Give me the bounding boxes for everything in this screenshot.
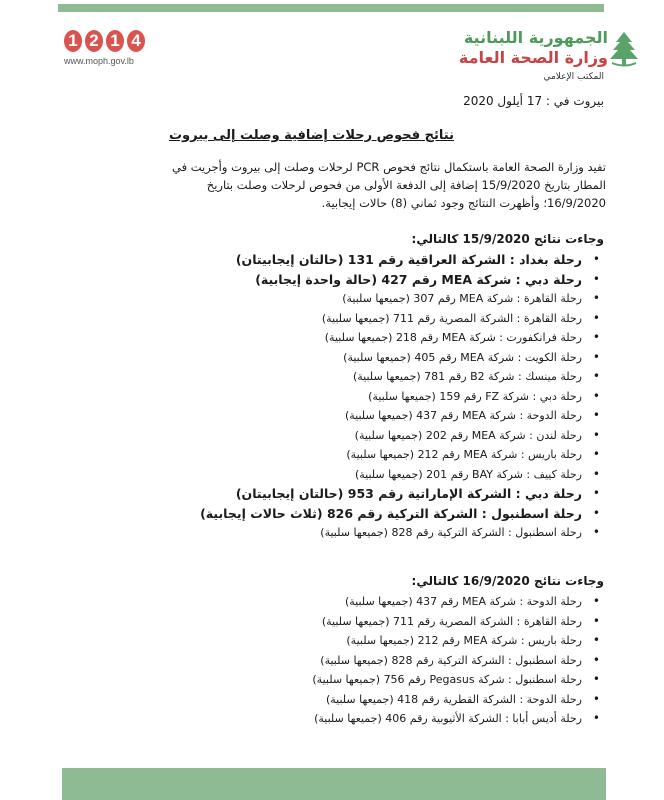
hotline-digit: 2 [85, 30, 103, 52]
flight-result-item: • رحلة اسطنبول : شركة Pegasus رقم 756 (جميعها سلبية) [312, 670, 604, 690]
flight-result-item: • رحلة اسطنبول : الشركة التركية رقم 828 (جميعها سلبية) [200, 523, 604, 543]
page-title: نتائج فحوص رحلات إضافية وصلت إلى بيروت [168, 128, 454, 143]
date-line: بيروت في : 17 أيلول 2020 [463, 94, 604, 108]
gov-name: الجمهورية اللبنانية [463, 28, 608, 47]
top-decorative-bar [58, 4, 604, 12]
flight-result-item: • رحلة دبي : شركة FZ رقم 159 (جميعها سلبية) [200, 387, 604, 407]
hotline-digit: 1 [106, 30, 124, 52]
hotline-digit: 4 [127, 30, 145, 52]
flight-result-item: • رحلة كييف : شركة BAY رقم 201 (جميعها سلبية) [200, 465, 604, 485]
flight-result-item: • رحلة أديس أبابا : الشركة الأثيوبية رقم 406 (جميعها سلبية) [312, 709, 604, 729]
intro-line: المطار بتاريخ 15/9/2020 إضافة إلى الدفعة الأولى من فحوص لرحلات وصلت بتاريخ [206, 178, 606, 192]
flight-result-item: • رحلة دبي : شركة MEA رقم 427 (حالة واحدة إيجابية) [200, 270, 604, 290]
bottom-decorative-bar [62, 768, 606, 800]
flight-result-item: • رحلة اسطنبول : الشركة التركية رقم 826 (ثلاث حالات إيجابية) [200, 504, 604, 524]
intro-line: 16/9/2020؛ وأظهرت النتائج وجود ثماني (8) حالات إيجابية. [321, 196, 606, 210]
flight-result-item: • رحلة باريس : شركة MEA رقم 212 (جميعها سلبية) [312, 631, 604, 651]
intro-line: تفيد وزارة الصحة العامة باستكمال نتائج فحوص PCR لرحلات وصلت إلى بيروت وأجريت في [171, 160, 606, 174]
site-url: www.moph.gov.lb [64, 56, 134, 66]
hotline-digit: 1 [64, 30, 82, 52]
section-2-flight-list [312, 592, 604, 729]
flight-result-item: • رحلة اسطنبول : الشركة التركية رقم 828 (جميعها سلبية) [312, 651, 604, 671]
flight-result-item: • رحلة فرانكفورت : شركة MEA رقم 218 (جميعها سلبية) [200, 328, 604, 348]
section-1-title: وجاءت نتائج 15/9/2020 كالتالي: [411, 232, 604, 246]
cedar-icon [606, 30, 642, 68]
section-1-flight-list [200, 250, 604, 543]
flight-result-item: • رحلة الدوحة : شركة MEA رقم 437 (جميعها سلبية) [312, 592, 604, 612]
flight-result-item: • رحلة باريس : شركة MEA رقم 212 (جميعها سلبية) [200, 445, 604, 465]
flight-result-item: • رحلة لندن : شركة MEA رقم 202 (جميعها سلبية) [200, 426, 604, 446]
hotline-number [64, 30, 145, 52]
flight-result-item: • رحلة الدوحة : الشركة القطرية رقم 418 (جميعها سلبية) [312, 690, 604, 710]
flight-result-item: • رحلة القاهرة : شركة MEA رقم 307 (جميعها سلبية) [200, 289, 604, 309]
section-2-title: وجاءت نتائج 16/9/2020 كالتالي: [411, 574, 604, 588]
intro-paragraph [116, 158, 606, 212]
flight-result-item: • رحلة الدوحة : شركة MEA رقم 437 (جميعها سلبية) [200, 406, 604, 426]
flight-result-item: • رحلة مينسك : شركة B2 رقم 781 (جميعها سلبية) [200, 367, 604, 387]
press-office-label: المكتب الإعلامي [543, 72, 604, 82]
flight-result-item: • رحلة القاهرة : الشركة المصرية رقم 711 (جميعها سلبية) [200, 309, 604, 329]
flight-result-item: • رحلة دبي : الشركة الإماراتية رقم 953 (حالتان إيجابيتان) [200, 484, 604, 504]
ministry-name: وزارة الصحة العامة [458, 48, 608, 67]
flight-result-item: • رحلة بغداد : الشركة العراقية رقم 131 (حالتان إيجابيتان) [200, 250, 604, 270]
flight-result-item: • رحلة الكويت : شركة MEA رقم 405 (جميعها سلبية) [200, 348, 604, 368]
flight-result-item: • رحلة القاهرة : الشركة المصرية رقم 711 (جميعها سلبية) [312, 612, 604, 632]
ministry-name-block [459, 28, 608, 68]
